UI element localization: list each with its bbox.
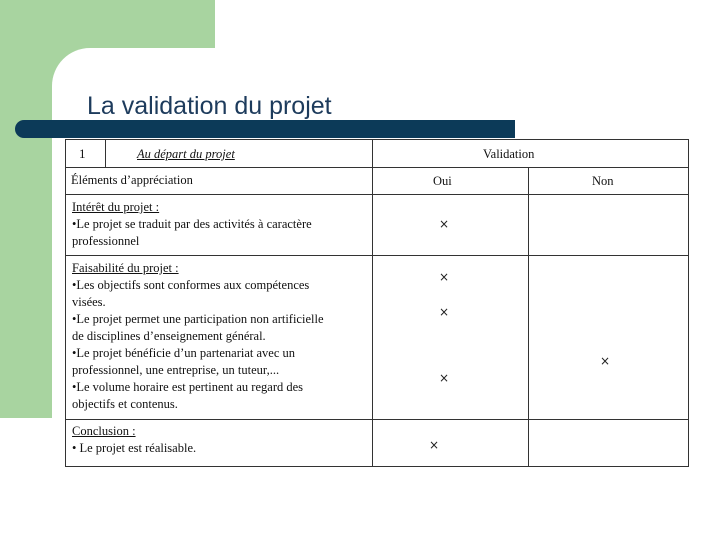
row-divider-header — [65, 167, 689, 168]
column-criteria: Éléments d’appréciation — [71, 173, 193, 187]
interest-heading: Intérêt du projet : — [72, 200, 160, 214]
col-divider-number — [105, 139, 106, 167]
feasibility-line: objectifs et contenus. — [72, 397, 178, 411]
conclusion-line: • Le projet est réalisable. — [72, 441, 197, 455]
interest-criterion — [72, 199, 362, 250]
interest-line: professionnel — [72, 234, 140, 248]
validation-table — [65, 139, 689, 467]
feasibility-line: •Le projet bénéficie d’un partenariat avec un — [72, 346, 296, 360]
column-no: Non — [592, 174, 614, 188]
feasibility-line: •Le projet permet une participation non artificielle — [72, 312, 324, 326]
table-border-top — [65, 139, 689, 140]
conclusion-criterion — [72, 423, 362, 457]
col-divider-criteria — [372, 139, 373, 467]
slide-title: La validation du projet — [87, 92, 332, 120]
feasibility-yes-mark: × — [439, 270, 450, 284]
interest-yes-mark: × — [439, 217, 450, 231]
table-border-bottom — [65, 466, 689, 467]
feasibility-no-mark: × — [600, 354, 611, 368]
conclusion-yes-mark: × — [429, 438, 440, 452]
row-divider-feasibility — [65, 419, 689, 420]
header-project-start — [137, 146, 235, 163]
column-yes: Oui — [433, 174, 452, 188]
feasibility-yes-mark: × — [439, 371, 450, 385]
row-divider-interest — [65, 255, 689, 256]
feasibility-line: professionnel, une entreprise, un tuteur,... — [72, 363, 280, 377]
title-underline-bar — [15, 120, 515, 138]
feasibility-line: visées. — [72, 295, 106, 309]
row-divider-columns — [65, 194, 689, 195]
col-divider-yes-no — [528, 167, 529, 467]
feasibility-heading: Faisabilité du projet : — [72, 261, 179, 275]
table-border-right — [688, 139, 689, 467]
table-border-left — [65, 139, 66, 467]
feasibility-line: de disciplines d’enseignement général. — [72, 329, 266, 343]
header-validation: Validation — [483, 147, 535, 161]
feasibility-yes-mark: × — [439, 305, 450, 319]
feasibility-line: •Le volume horaire est pertinent au regard des — [72, 380, 304, 394]
interest-line: •Le projet se traduit par des activités à caractère — [72, 217, 312, 231]
header-project-start-text: Au départ du projet — [137, 147, 235, 161]
feasibility-line: •Les objectifs sont conformes aux compétences — [72, 278, 310, 292]
feasibility-criterion — [72, 260, 368, 413]
row-number: 1 — [79, 146, 86, 161]
conclusion-heading: Conclusion : — [72, 424, 136, 438]
